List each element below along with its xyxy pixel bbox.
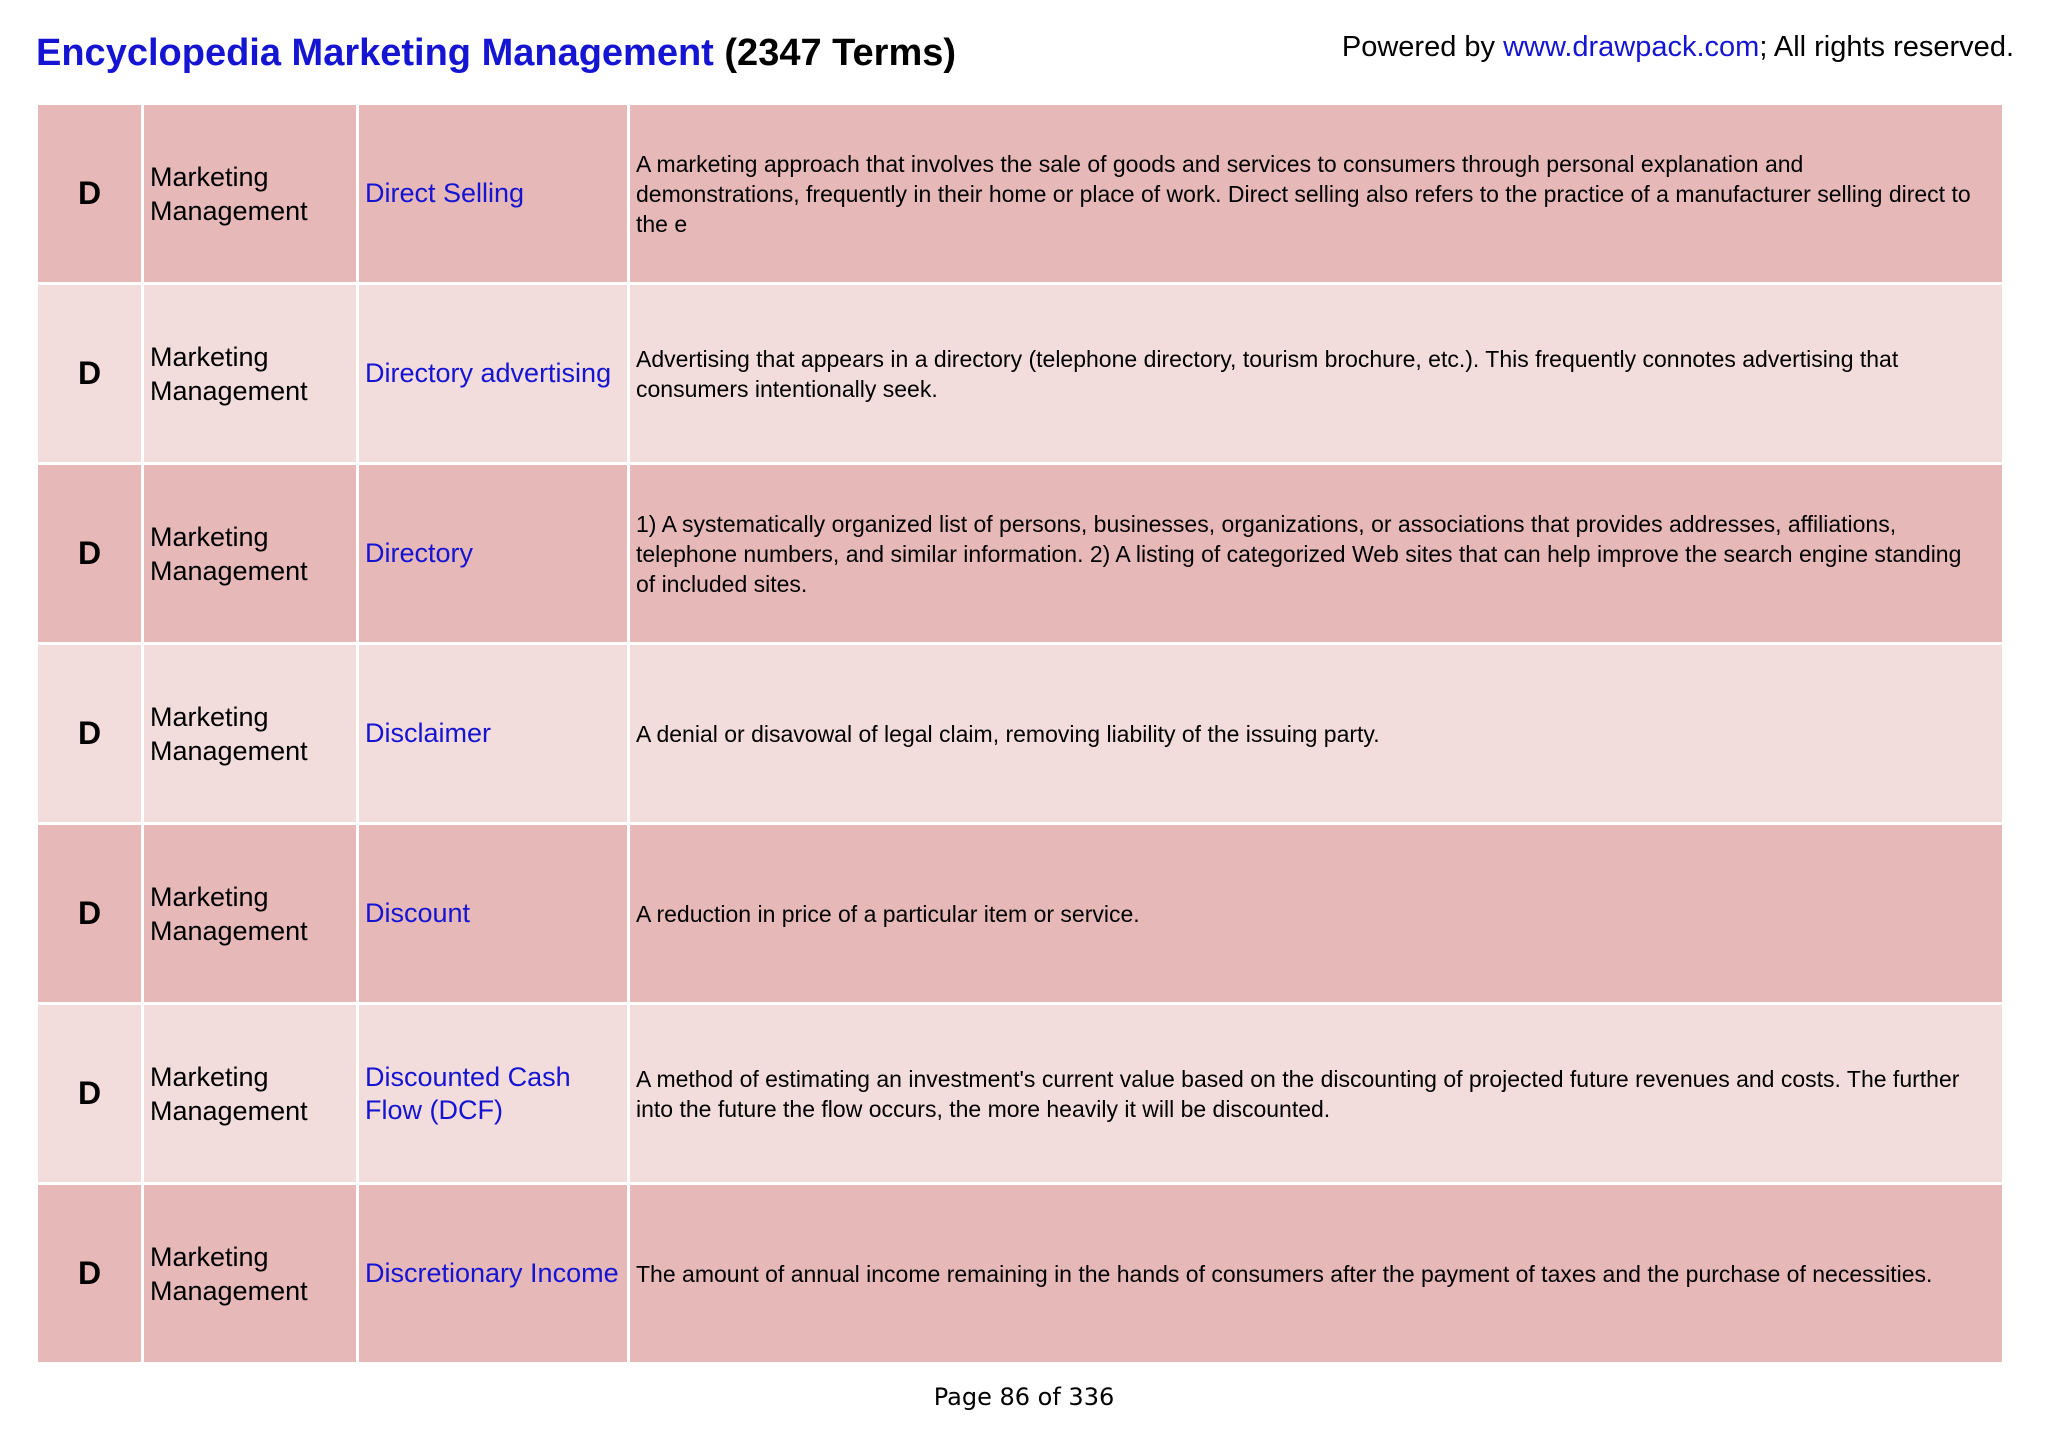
letter-cell: D (38, 285, 144, 462)
powered-suffix: ; All rights reserved. (1759, 31, 2014, 63)
definition-cell: A reduction in price of a particular item or service. (630, 825, 2002, 1002)
table-row (38, 825, 2002, 1005)
table-row (38, 1005, 2002, 1185)
terms-table (38, 105, 2002, 1365)
letter-cell: D (38, 825, 144, 1002)
definition-cell: A method of estimating an investment's current value based on the discounting of projected future revenues and costs. The further into the future the flow occurs, the more heavily it will be discounted. (630, 1005, 2002, 1182)
definition-cell: A denial or disavowal of legal claim, removing liability of the issuing party. (630, 645, 2002, 822)
category-cell: Marketing Management (144, 825, 359, 1002)
drawpack-link[interactable]: www.drawpack.com (1503, 31, 1760, 63)
definition-cell: A marketing approach that involves the sale of goods and services to consumers through personal explanation and demonstrations, frequently in their home or place of work. Direct selling also refers to the practice of a manufacturer selling direct to the e (630, 105, 2002, 282)
category-cell: Marketing Management (144, 285, 359, 462)
term-link[interactable]: Disclaimer (359, 645, 630, 822)
title-link[interactable]: Encyclopedia Marketing Management (36, 32, 714, 74)
term-link[interactable]: Discretionary Income (359, 1185, 630, 1362)
term-link[interactable]: Discount (359, 825, 630, 1002)
term-link[interactable]: Directory (359, 465, 630, 642)
category-cell: Marketing Management (144, 1185, 359, 1362)
table-row (38, 1185, 2002, 1365)
letter-cell: D (38, 645, 144, 822)
encyclopedia-title (36, 32, 956, 75)
term-link[interactable]: Direct Selling (359, 105, 630, 282)
table-row (38, 465, 2002, 645)
table-row (38, 645, 2002, 825)
powered-by (1342, 31, 2014, 64)
page-header (36, 28, 2014, 80)
letter-cell: D (38, 1005, 144, 1182)
table-row (38, 285, 2002, 465)
definition-cell: Advertising that appears in a directory (telephone directory, tourism brochure, etc.). This frequently connotes advertising that consumers intentionally seek. (630, 285, 2002, 462)
term-count: (2347 Terms) (724, 32, 957, 74)
powered-prefix: Powered by (1341, 31, 1504, 63)
category-cell: Marketing Management (144, 105, 359, 282)
term-link[interactable]: Discounted Cash Flow (DCF) (359, 1005, 630, 1182)
category-cell: Marketing Management (144, 645, 359, 822)
letter-cell: D (38, 1185, 144, 1362)
definition-cell: The amount of annual income remaining in the hands of consumers after the payment of taxes and the purchase of necessities. (630, 1185, 2002, 1362)
letter-cell: D (38, 105, 144, 282)
letter-cell: D (38, 465, 144, 642)
term-link[interactable]: Directory advertising (359, 285, 630, 462)
category-cell: Marketing Management (144, 465, 359, 642)
definition-cell: 1) A systematically organized list of persons, businesses, organizations, or associations that provides addresses, affiliations, telephone numbers, and similar information. 2) A listing of categorized Web sites that can help improve the search engine standing of included sites. (630, 465, 2002, 642)
table-row (38, 105, 2002, 285)
page-number: Page 86 of 336 (933, 1383, 1115, 1411)
category-cell: Marketing Management (144, 1005, 359, 1182)
